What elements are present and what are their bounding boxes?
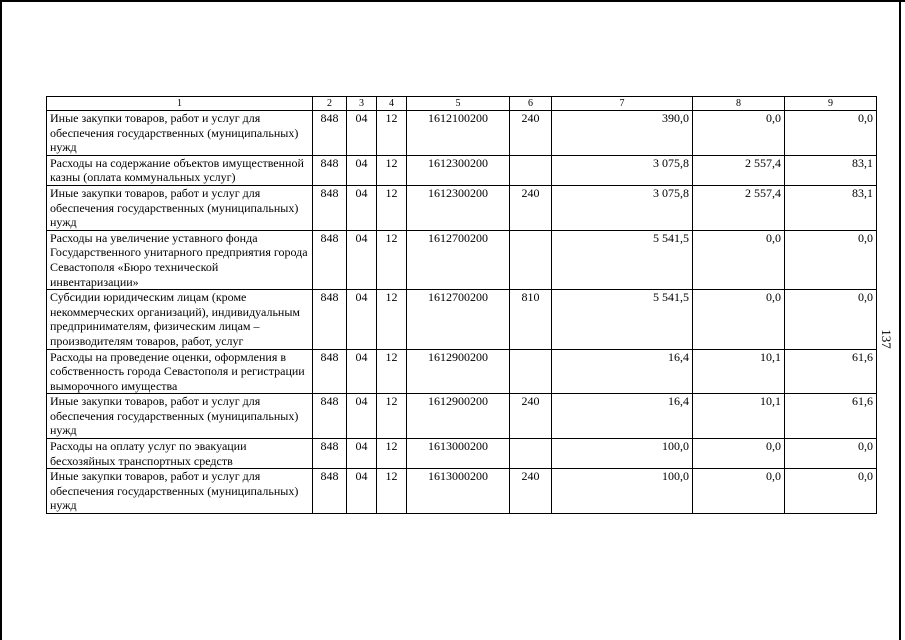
subsection-code: 12 — [377, 290, 407, 349]
planned-amount: 5 541,5 — [552, 290, 693, 349]
target-article-code: 1612100200 — [407, 111, 510, 156]
expense-type-code: 240 — [510, 185, 552, 230]
target-article-code: 1612900200 — [407, 349, 510, 394]
section-code: 04 — [347, 290, 377, 349]
target-article-code: 1612300200 — [407, 155, 510, 185]
section-code: 04 — [347, 469, 377, 514]
section-code: 04 — [347, 230, 377, 289]
section-code: 04 — [347, 439, 377, 469]
column-number: 6 — [510, 97, 552, 111]
column-number: 5 — [407, 97, 510, 111]
expense-name: Иные закупки товаров, работ и услуг для обеспечения государственных (муниципальных) нужд — [47, 111, 313, 156]
executed-amount: 0,0 — [693, 469, 785, 514]
expense-type-code: 240 — [510, 394, 552, 439]
scan-edge-left — [0, 0, 2, 640]
planned-amount: 390,0 — [552, 111, 693, 156]
column-number: 1 — [47, 97, 313, 111]
planned-amount: 3 075,8 — [552, 185, 693, 230]
execution-percent: 0,0 — [785, 469, 877, 514]
expense-name: Расходы на содержание объектов имущественной казны (оплата коммунальных услуг) — [47, 155, 313, 185]
executed-amount: 0,0 — [693, 111, 785, 156]
ministry-code: 848 — [313, 290, 347, 349]
table-row — [47, 185, 877, 230]
ministry-code: 848 — [313, 439, 347, 469]
execution-percent: 61,6 — [785, 394, 877, 439]
column-number: 3 — [347, 97, 377, 111]
table-row — [47, 469, 877, 514]
subsection-code: 12 — [377, 394, 407, 439]
execution-percent: 0,0 — [785, 290, 877, 349]
table-row — [47, 290, 877, 349]
planned-amount: 16,4 — [552, 394, 693, 439]
section-code: 04 — [347, 349, 377, 394]
target-article-code: 1612300200 — [407, 185, 510, 230]
expense-name: Иные закупки товаров, работ и услуг для обеспечения государственных (муниципальных) нужд — [47, 185, 313, 230]
column-number: 4 — [377, 97, 407, 111]
executed-amount: 0,0 — [693, 230, 785, 289]
scan-edge-top — [0, 0, 905, 2]
target-article-code: 1612900200 — [407, 394, 510, 439]
table-row — [47, 349, 877, 394]
expense-type-code — [510, 439, 552, 469]
ministry-code: 848 — [313, 394, 347, 439]
ministry-code: 848 — [313, 230, 347, 289]
column-number-row — [47, 97, 877, 111]
executed-amount: 10,1 — [693, 394, 785, 439]
target-article-code: 1612700200 — [407, 290, 510, 349]
execution-percent: 83,1 — [785, 185, 877, 230]
executed-amount: 0,0 — [693, 290, 785, 349]
planned-amount: 100,0 — [552, 469, 693, 514]
subsection-code: 12 — [377, 349, 407, 394]
ministry-code: 848 — [313, 155, 347, 185]
column-number: 7 — [552, 97, 693, 111]
expense-type-code: 810 — [510, 290, 552, 349]
subsection-code: 12 — [377, 111, 407, 156]
table-row — [47, 439, 877, 469]
planned-amount: 100,0 — [552, 439, 693, 469]
column-number: 2 — [313, 97, 347, 111]
planned-amount: 5 541,5 — [552, 230, 693, 289]
column-number: 9 — [785, 97, 877, 111]
expense-name: Расходы на оплату услуг по эвакуации бесхозяйных транспортных средств — [47, 439, 313, 469]
section-code: 04 — [347, 111, 377, 156]
subsection-code: 12 — [377, 155, 407, 185]
table-row — [47, 230, 877, 289]
target-article-code: 1613000200 — [407, 439, 510, 469]
section-code: 04 — [347, 185, 377, 230]
executed-amount: 2 557,4 — [693, 185, 785, 230]
expense-type-code: 240 — [510, 111, 552, 156]
budget-table — [46, 96, 877, 514]
ministry-code: 848 — [313, 185, 347, 230]
expense-type-code — [510, 155, 552, 185]
target-article-code: 1612700200 — [407, 230, 510, 289]
subsection-code: 12 — [377, 439, 407, 469]
execution-percent: 83,1 — [785, 155, 877, 185]
expense-name: Иные закупки товаров, работ и услуг для обеспечения государственных (муниципальных) нужд — [47, 469, 313, 514]
table-row — [47, 394, 877, 439]
executed-amount: 2 557,4 — [693, 155, 785, 185]
planned-amount: 3 075,8 — [552, 155, 693, 185]
subsection-code: 12 — [377, 230, 407, 289]
planned-amount: 16,4 — [552, 349, 693, 394]
subsection-code: 12 — [377, 185, 407, 230]
expense-type-code — [510, 230, 552, 289]
expense-name: Расходы на увеличение уставного фонда Государственного унитарного предприятия города Севастополя «Бюро технической инвентаризации» — [47, 230, 313, 289]
ministry-code: 848 — [313, 111, 347, 156]
ministry-code: 848 — [313, 349, 347, 394]
execution-percent: 0,0 — [785, 230, 877, 289]
column-number: 8 — [693, 97, 785, 111]
expense-name: Субсидии юридическим лицам (кроме некоммерческих организаций), индивидуальным предпринимателям, физическим лицам – производителям товаров, работ, услуг — [47, 290, 313, 349]
execution-percent: 0,0 — [785, 439, 877, 469]
ministry-code: 848 — [313, 469, 347, 514]
table-row — [47, 155, 877, 185]
target-article-code: 1613000200 — [407, 469, 510, 514]
page-number: 137 — [878, 329, 894, 349]
execution-percent: 0,0 — [785, 111, 877, 156]
executed-amount: 0,0 — [693, 439, 785, 469]
expense-type-code: 240 — [510, 469, 552, 514]
execution-percent: 61,6 — [785, 349, 877, 394]
section-code: 04 — [347, 394, 377, 439]
table-body — [47, 97, 877, 514]
section-code: 04 — [347, 155, 377, 185]
table-row — [47, 111, 877, 156]
expense-name: Расходы на проведение оценки, оформления в собственность города Севастополя и регистрации выморочного имущества — [47, 349, 313, 394]
scan-edge-right — [899, 0, 901, 640]
subsection-code: 12 — [377, 469, 407, 514]
expense-type-code — [510, 349, 552, 394]
expense-name: Иные закупки товаров, работ и услуг для обеспечения государственных (муниципальных) нужд — [47, 394, 313, 439]
executed-amount: 10,1 — [693, 349, 785, 394]
